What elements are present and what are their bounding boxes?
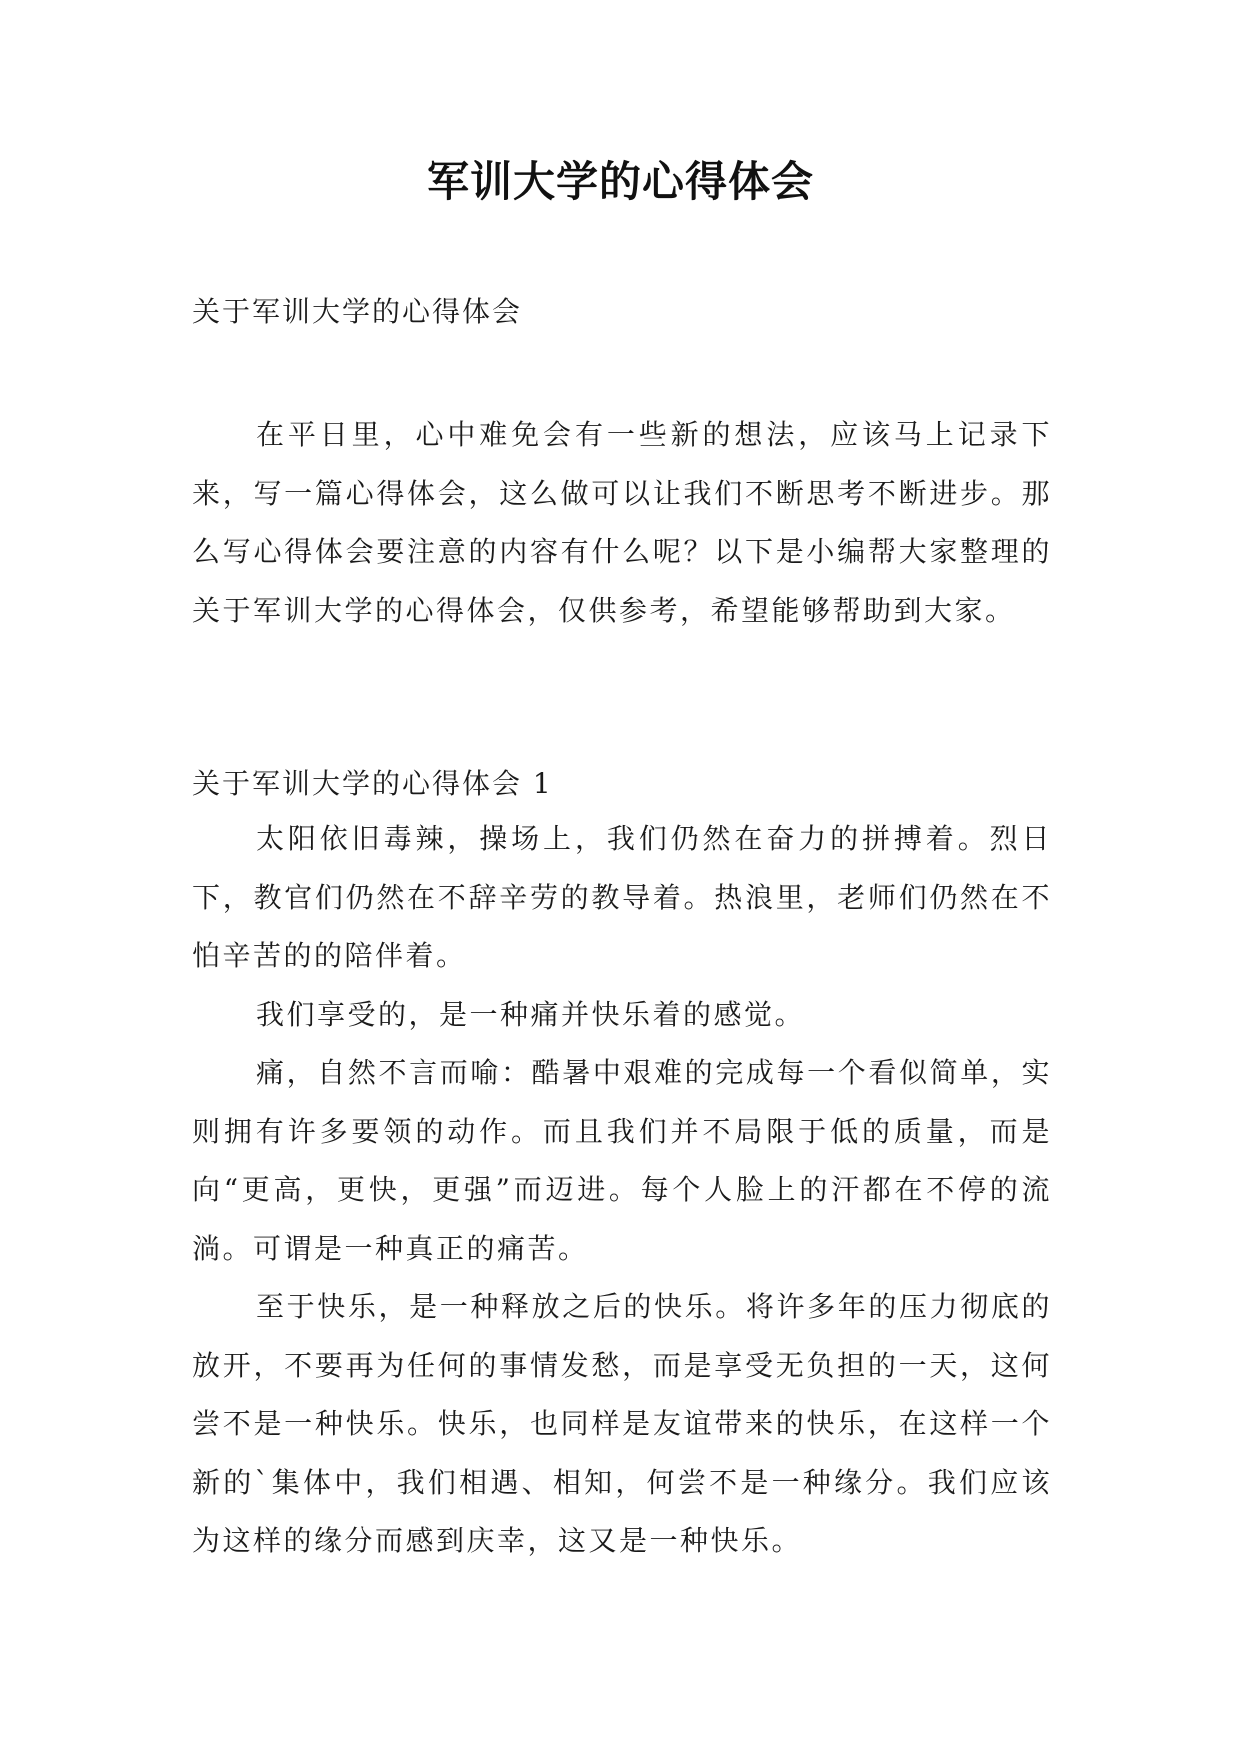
body-paragraph: 至于快乐，是一种释放之后的快乐。将许多年的压力彻底的放开，不要再为任何的事情发愁，而是享受无负担的一天，这何尝不是一种快乐。快乐，也同样是友谊带来的快乐，在这样一个新的`集体中，我们相遇、相知，何尝不是一种缘分。我们应该为这样的缘分而感到庆幸，这又是一种快乐。 (192, 1290, 1052, 1557)
section-heading: 关于军训大学的心得体会 1 (192, 767, 553, 800)
document-title: 军训大学的心得体会 (426, 157, 814, 206)
body-paragraph: 痛，自然不言而喻：酷暑中艰难的完成每一个看似简单，实则拥有许多要领的动作。而且我们并不局限于低的质量，而是向“更高，更快，更强”而迈进。每个人脸上的汗都在不停的流淌。可谓是一种真正的痛苦。 (192, 1056, 1052, 1265)
body-paragraph: 太阳依旧毒辣，操场上，我们仍然在奋力的拼搏着。烈日下，教官们仍然在不辞辛劳的教导着。热浪里，老师们仍然在不怕辛苦的的陪伴着。 (192, 822, 1052, 972)
intro-paragraph: 在平日里，心中难免会有一些新的想法，应该马上记录下来，写一篇心得体会，这么做可以让我们不断思考不断进步。那么写心得体会要注意的内容有什么呢？以下是小编帮大家整理的关于军训大学的心得体会，仅供参考，希望能够帮助到大家。 (192, 418, 1052, 627)
body-paragraph: 我们享受的，是一种痛并快乐着的感觉。 (256, 998, 806, 1031)
document-subtitle: 关于军训大学的心得体会 (192, 295, 523, 328)
